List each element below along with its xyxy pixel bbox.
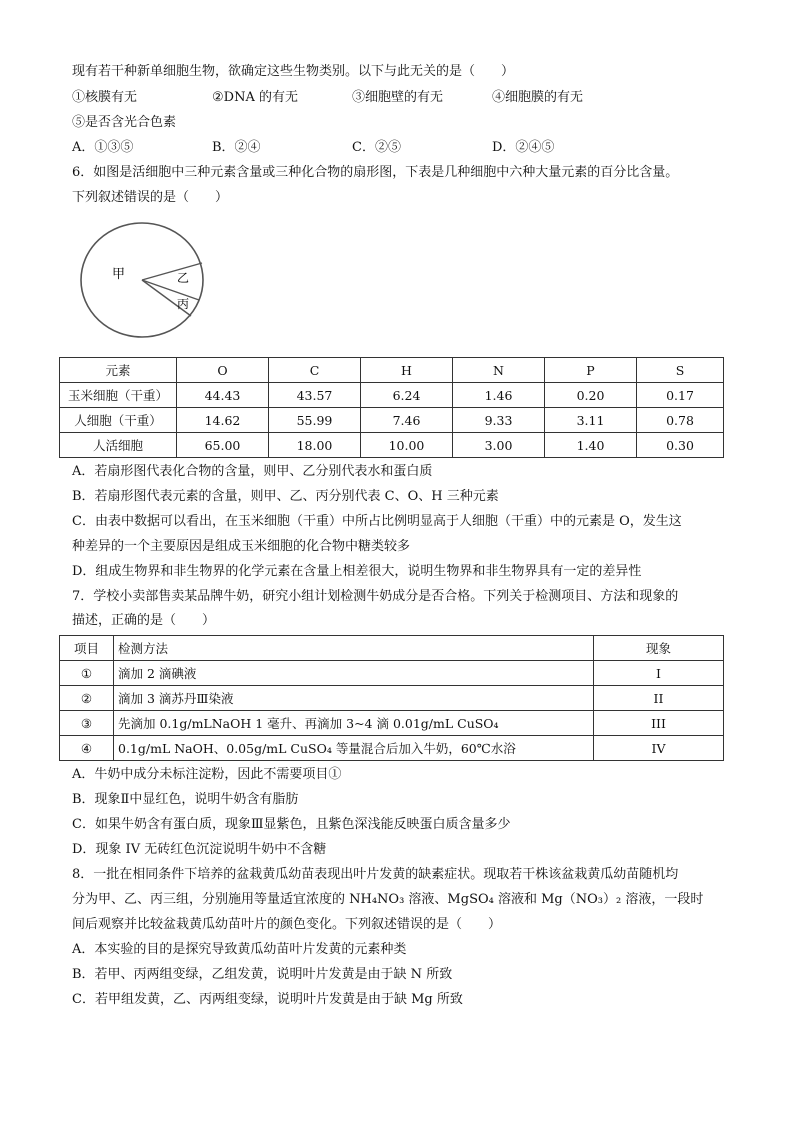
q5-option-b: B．②④: [212, 140, 261, 155]
header-cell: N: [453, 358, 545, 383]
table-row: [60, 736, 724, 761]
table-cell: I: [594, 661, 724, 686]
table-cell: 0.1g/mL NaOH、0.05g/mL CuSO₄ 等量混合后加入牛奶，60℃水浴: [114, 736, 594, 761]
q5-option-a: A．①③⑤: [72, 140, 134, 155]
q7-option-c: C．如果牛奶含有蛋白质，现象Ⅲ显紫色，且紫色深浅能反映蛋白质含量多少: [72, 817, 511, 832]
header-cell: S: [637, 358, 724, 383]
table-cell: 人细胞（干重）: [60, 408, 177, 433]
header-cell: P: [545, 358, 637, 383]
header-cell: 项目: [60, 636, 114, 661]
table-row: [60, 686, 724, 711]
table-cell: ④: [60, 736, 114, 761]
q6-option-a: A．若扇形图代表化合物的含量，则甲、乙分别代表水和蛋白质: [72, 464, 433, 479]
q5-stem: 现有若干种新单细胞生物，欲确定这些生物类别。以下与此无关的是（ ）: [72, 64, 515, 79]
pie-label-jia: 甲: [112, 267, 126, 282]
q8-stem-line3: 间后观察并比较盆栽黄瓜幼苗叶片的颜色变化。下列叙述错误的是（ ）: [72, 917, 502, 932]
table-cell: 10.00: [361, 433, 453, 458]
pie-label-yi: 乙: [177, 271, 190, 285]
table-cell: 人活细胞: [60, 433, 177, 458]
q5-item-1: ①核膜有无: [72, 90, 138, 105]
q6-pie-diagram: [78, 220, 218, 340]
table-cell: 0.78: [637, 408, 724, 433]
table-header-row: [60, 358, 724, 383]
header-cell: H: [361, 358, 453, 383]
q6-stem-line1: 6．如图是活细胞中三种元素含量或三种化合物的扇形图，下表是几种细胞中六种大量元素的百分比含量。: [72, 165, 679, 180]
table-cell: 先滴加 0.1g/mLNaOH 1 毫升、再滴加 3~4 滴 0.01g/mL CuSO₄: [114, 711, 594, 736]
q8-option-b: B．若甲、丙两组变绿，乙组发黄，说明叶片发黄是由于缺 N 所致: [72, 967, 453, 982]
header-cell: O: [177, 358, 269, 383]
table-cell: ①: [60, 661, 114, 686]
table-cell: 18.00: [269, 433, 361, 458]
table-cell: ②: [60, 686, 114, 711]
q7-option-a: A．牛奶中成分未标注淀粉，因此不需要项目①: [72, 767, 342, 782]
pie-divider-2: [142, 280, 199, 300]
q5-option-c: C．②⑤: [352, 140, 401, 155]
q8-stem-line1: 8．一批在相同条件下培养的盆栽黄瓜幼苗表现出叶片发黄的缺素症状。现取若干株该盆栽黄瓜幼苗随机均: [72, 867, 679, 882]
q5-option-d: D．②④⑤: [492, 140, 555, 155]
table-cell: 滴加 2 滴碘液: [114, 661, 594, 686]
table-cell: ③: [60, 711, 114, 736]
table-cell: 6.24: [361, 383, 453, 408]
table-cell: 55.99: [269, 408, 361, 433]
table-cell: 1.40: [545, 433, 637, 458]
q5-item-3: ③细胞壁的有无: [352, 90, 444, 105]
pie-label-bing: 丙: [177, 297, 190, 311]
table-cell: 14.62: [177, 408, 269, 433]
q6-stem-line2: 下列叙述错误的是（ ）: [72, 190, 229, 205]
q7-option-b: B．现象Ⅱ中显红色，说明牛奶含有脂肪: [72, 792, 299, 807]
table-row: [60, 433, 724, 458]
q5-item-5: ⑤是否含光合色素: [72, 115, 177, 130]
table-cell: 1.46: [453, 383, 545, 408]
table-cell: 44.43: [177, 383, 269, 408]
table-cell: 0.30: [637, 433, 724, 458]
q6-option-c-line1: C．由表中数据可以看出，在玉米细胞（干重）中所占比例明显高于人细胞（干重）中的元素是 O，发生这: [72, 514, 682, 529]
q6-option-b: B．若扇形图代表元素的含量，则甲、乙、丙分别代表 C、O、H 三种元素: [72, 489, 499, 504]
table-cell: IV: [594, 736, 724, 761]
q8-stem-line2: 分为甲、乙、丙三组，分别施用等量适宜浓度的 NH₄NO₃ 溶液、MgSO₄ 溶液和 Mg（NO₃）₂ 溶液，一段时: [72, 892, 704, 907]
table-cell: 3.11: [545, 408, 637, 433]
table-row: [60, 408, 724, 433]
table-cell: 0.17: [637, 383, 724, 408]
q5-item-2: ②DNA 的有无: [212, 90, 298, 105]
q7-option-d: D．现象 IV 无砖红色沉淀说明牛奶中不含糖: [72, 842, 327, 857]
table-cell: 玉米细胞（干重）: [60, 383, 177, 408]
header-cell: C: [269, 358, 361, 383]
table-cell: 滴加 3 滴苏丹Ⅲ染液: [114, 686, 594, 711]
table-header-row: [60, 636, 724, 661]
q5-item-4: ④细胞膜的有无: [492, 90, 584, 105]
q7-stem-line2: 描述，正确的是（ ）: [72, 613, 216, 628]
q8-option-c: C．若甲组发黄，乙、丙两组变绿，说明叶片发黄是由于缺 Mg 所致: [72, 992, 463, 1007]
table-cell: II: [594, 686, 724, 711]
table-row: [60, 711, 724, 736]
table-row: [60, 661, 724, 686]
table-cell: 3.00: [453, 433, 545, 458]
table-cell: 7.46: [361, 408, 453, 433]
table-cell: III: [594, 711, 724, 736]
q6-option-d: D．组成生物界和非生物界的化学元素在含量上相差很大，说明生物界和非生物界具有一定的差异性: [72, 564, 642, 579]
pie-divider-1: [142, 263, 202, 280]
table-row: [60, 383, 724, 408]
table-cell: 0.20: [545, 383, 637, 408]
table-cell: 9.33: [453, 408, 545, 433]
q6-option-c-line2: 种差异的一个主要原因是组成玉米细胞的化合物中糖类较多: [72, 539, 411, 554]
table-cell: 65.00: [177, 433, 269, 458]
q7-test-table: [59, 635, 724, 761]
header-cell: 现象: [594, 636, 724, 661]
q8-option-a: A．本实验的目的是探究导致黄瓜幼苗叶片发黄的元素种类: [72, 942, 407, 957]
header-cell: 元素: [60, 358, 177, 383]
q7-stem-line1: 7．学校小卖部售卖某品牌牛奶，研究小组计划检测牛奶成分是否合格。下列关于检测项目、方法和现象的: [72, 589, 679, 604]
header-cell: 检测方法: [114, 636, 594, 661]
table-cell: 43.57: [269, 383, 361, 408]
q6-element-table: [59, 357, 724, 458]
